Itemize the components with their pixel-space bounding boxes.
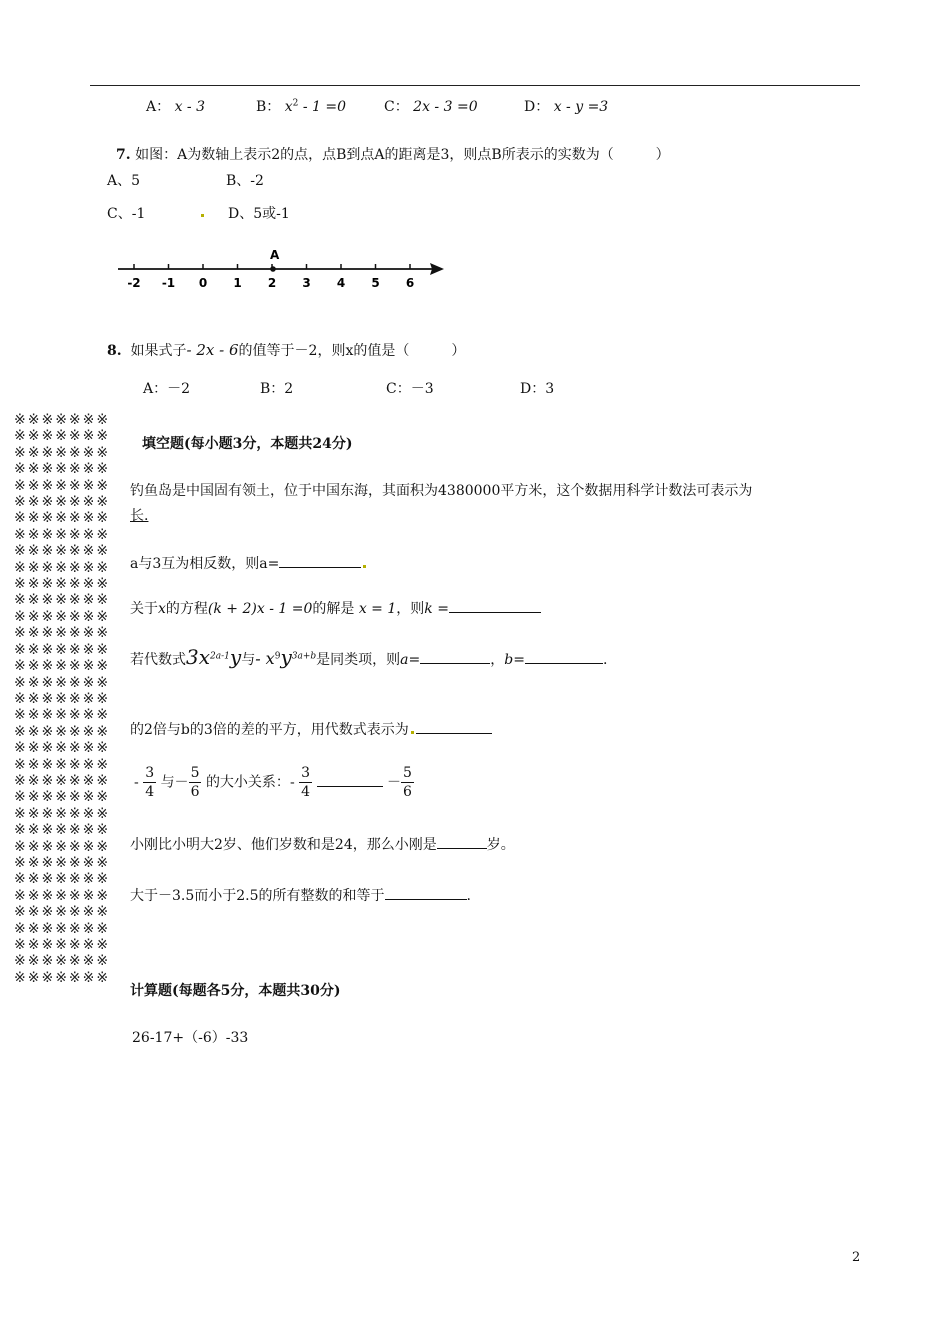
q8-question: 8. 如果式子- 2x - 6的值等于－2，则x的值是（ ） — [107, 341, 466, 359]
fill-q8: 大于－3.5而小于2.5的所有整数的和等于 . — [130, 888, 471, 904]
section3-title: 计算题(每题各5分，本题共30分) — [130, 983, 341, 999]
q6-option-a: A： x - 3 — [146, 99, 206, 115]
tick-label: 4 — [336, 276, 346, 290]
q8-option-c: C：－3 — [386, 381, 434, 397]
answer-blank-b — [525, 651, 603, 664]
answer-blank — [416, 721, 492, 734]
q7-question: 7. 如图：A为数轴上表示2的点，点B到点A的距离是3，则点B所表示的实数为（ ） — [116, 147, 670, 163]
speck-mark — [201, 214, 204, 217]
fill-q6: - $\frac{3}{4}$ 与－ $\frac{5}{6}$ 的大小关系：- $\frac{3}{4}$ － $\frac{5}{6}$ — [134, 765, 412, 800]
q6-option-d: D： x - y =3 — [524, 99, 609, 115]
arrow-head-icon — [430, 263, 444, 275]
tick-label: -2 — [127, 276, 141, 290]
q7-option-c: C、-1 — [107, 206, 146, 222]
number-line-figure — [112, 244, 452, 294]
q8-option-d: D：3 — [520, 381, 555, 397]
section2-title: 填空题(每小题3分，本题共24分) — [142, 436, 353, 452]
fill-q1-cont: 长. — [130, 508, 149, 524]
fill-q2: a与3互为相反数，则a= — [130, 553, 368, 573]
tick-label: 5 — [371, 276, 380, 290]
calc-q1: 26-17+（-6）-33 — [132, 1030, 249, 1046]
tick-label: 2 — [267, 276, 277, 290]
tick-label: -1 — [161, 276, 176, 290]
fill-q5: 的2倍与b的3倍的差的平方，用代数式表示为 — [130, 719, 492, 739]
point-a-marker — [270, 266, 276, 272]
q7-option-d: D、5或-1 — [228, 206, 290, 222]
answer-blank — [437, 836, 487, 849]
binding-margin-pattern: ※※※※※※※※※※※※※※※※※※※※※※※※※※※※※※※※※※※※※※※※※※※※※※※※※※※※※※※※※※※※※※※※※※※※※※※※※※※※※※※※※※※※※※※※※※※※※※※※※※※※※※※※※※※※※※※※※※※※※※※※※※※※※※※※※※※※※※※※※※※※※※※※※※※※※※※※※※※※※※※※※※※※※※※※※※※※※※※※※※※※※※※※※※※※※※※※※※※※※※※※※※※※※※※※※※※※※※※※※※※※※※※※※※※※※※※※※※※※※※※※※※※※※ — [14, 412, 111, 986]
q6-option-c: C： 2x - 3 =0 — [384, 99, 478, 115]
fill-q7: 小刚比小明大2岁、他们岁数和是24，那么小刚是 岁。 — [130, 837, 515, 853]
tick-label: 3 — [302, 276, 311, 290]
answer-blank — [449, 600, 541, 613]
fill-q3: 关于x的方程(k + 2)x - 1 =0的解是 x = 1，则k = — [130, 598, 541, 618]
header-rule — [90, 85, 860, 86]
q7-option-a: A、5 — [107, 173, 141, 189]
answer-blank — [385, 887, 467, 900]
answer-blank — [279, 555, 361, 568]
q6-option-b: B： $x^2 - 1 =0$ — [256, 98, 347, 115]
tick-label: 1 — [233, 276, 242, 290]
answer-blank-a — [420, 651, 490, 664]
q8-option-b: B：2 — [260, 381, 294, 397]
tick-label: 6 — [405, 276, 415, 290]
point-a-label: A — [270, 248, 280, 262]
tick-label: 0 — [198, 276, 208, 290]
q8-option-a: A：－2 — [143, 381, 191, 397]
answer-blank — [317, 774, 383, 787]
fill-q4: 若代数式$3x^{2a-1}y$与- $x^9y^{3a+b}$是同类项，则a= ，b= . — [130, 645, 608, 669]
fill-q1: 钓鱼岛是中国固有领土，位于中国东海，其面积为4380000平方米，这个数据用科学计数法可表示为 — [130, 483, 753, 499]
page-number: 2 — [852, 1250, 861, 1265]
q7-option-b: B、-2 — [226, 173, 264, 189]
